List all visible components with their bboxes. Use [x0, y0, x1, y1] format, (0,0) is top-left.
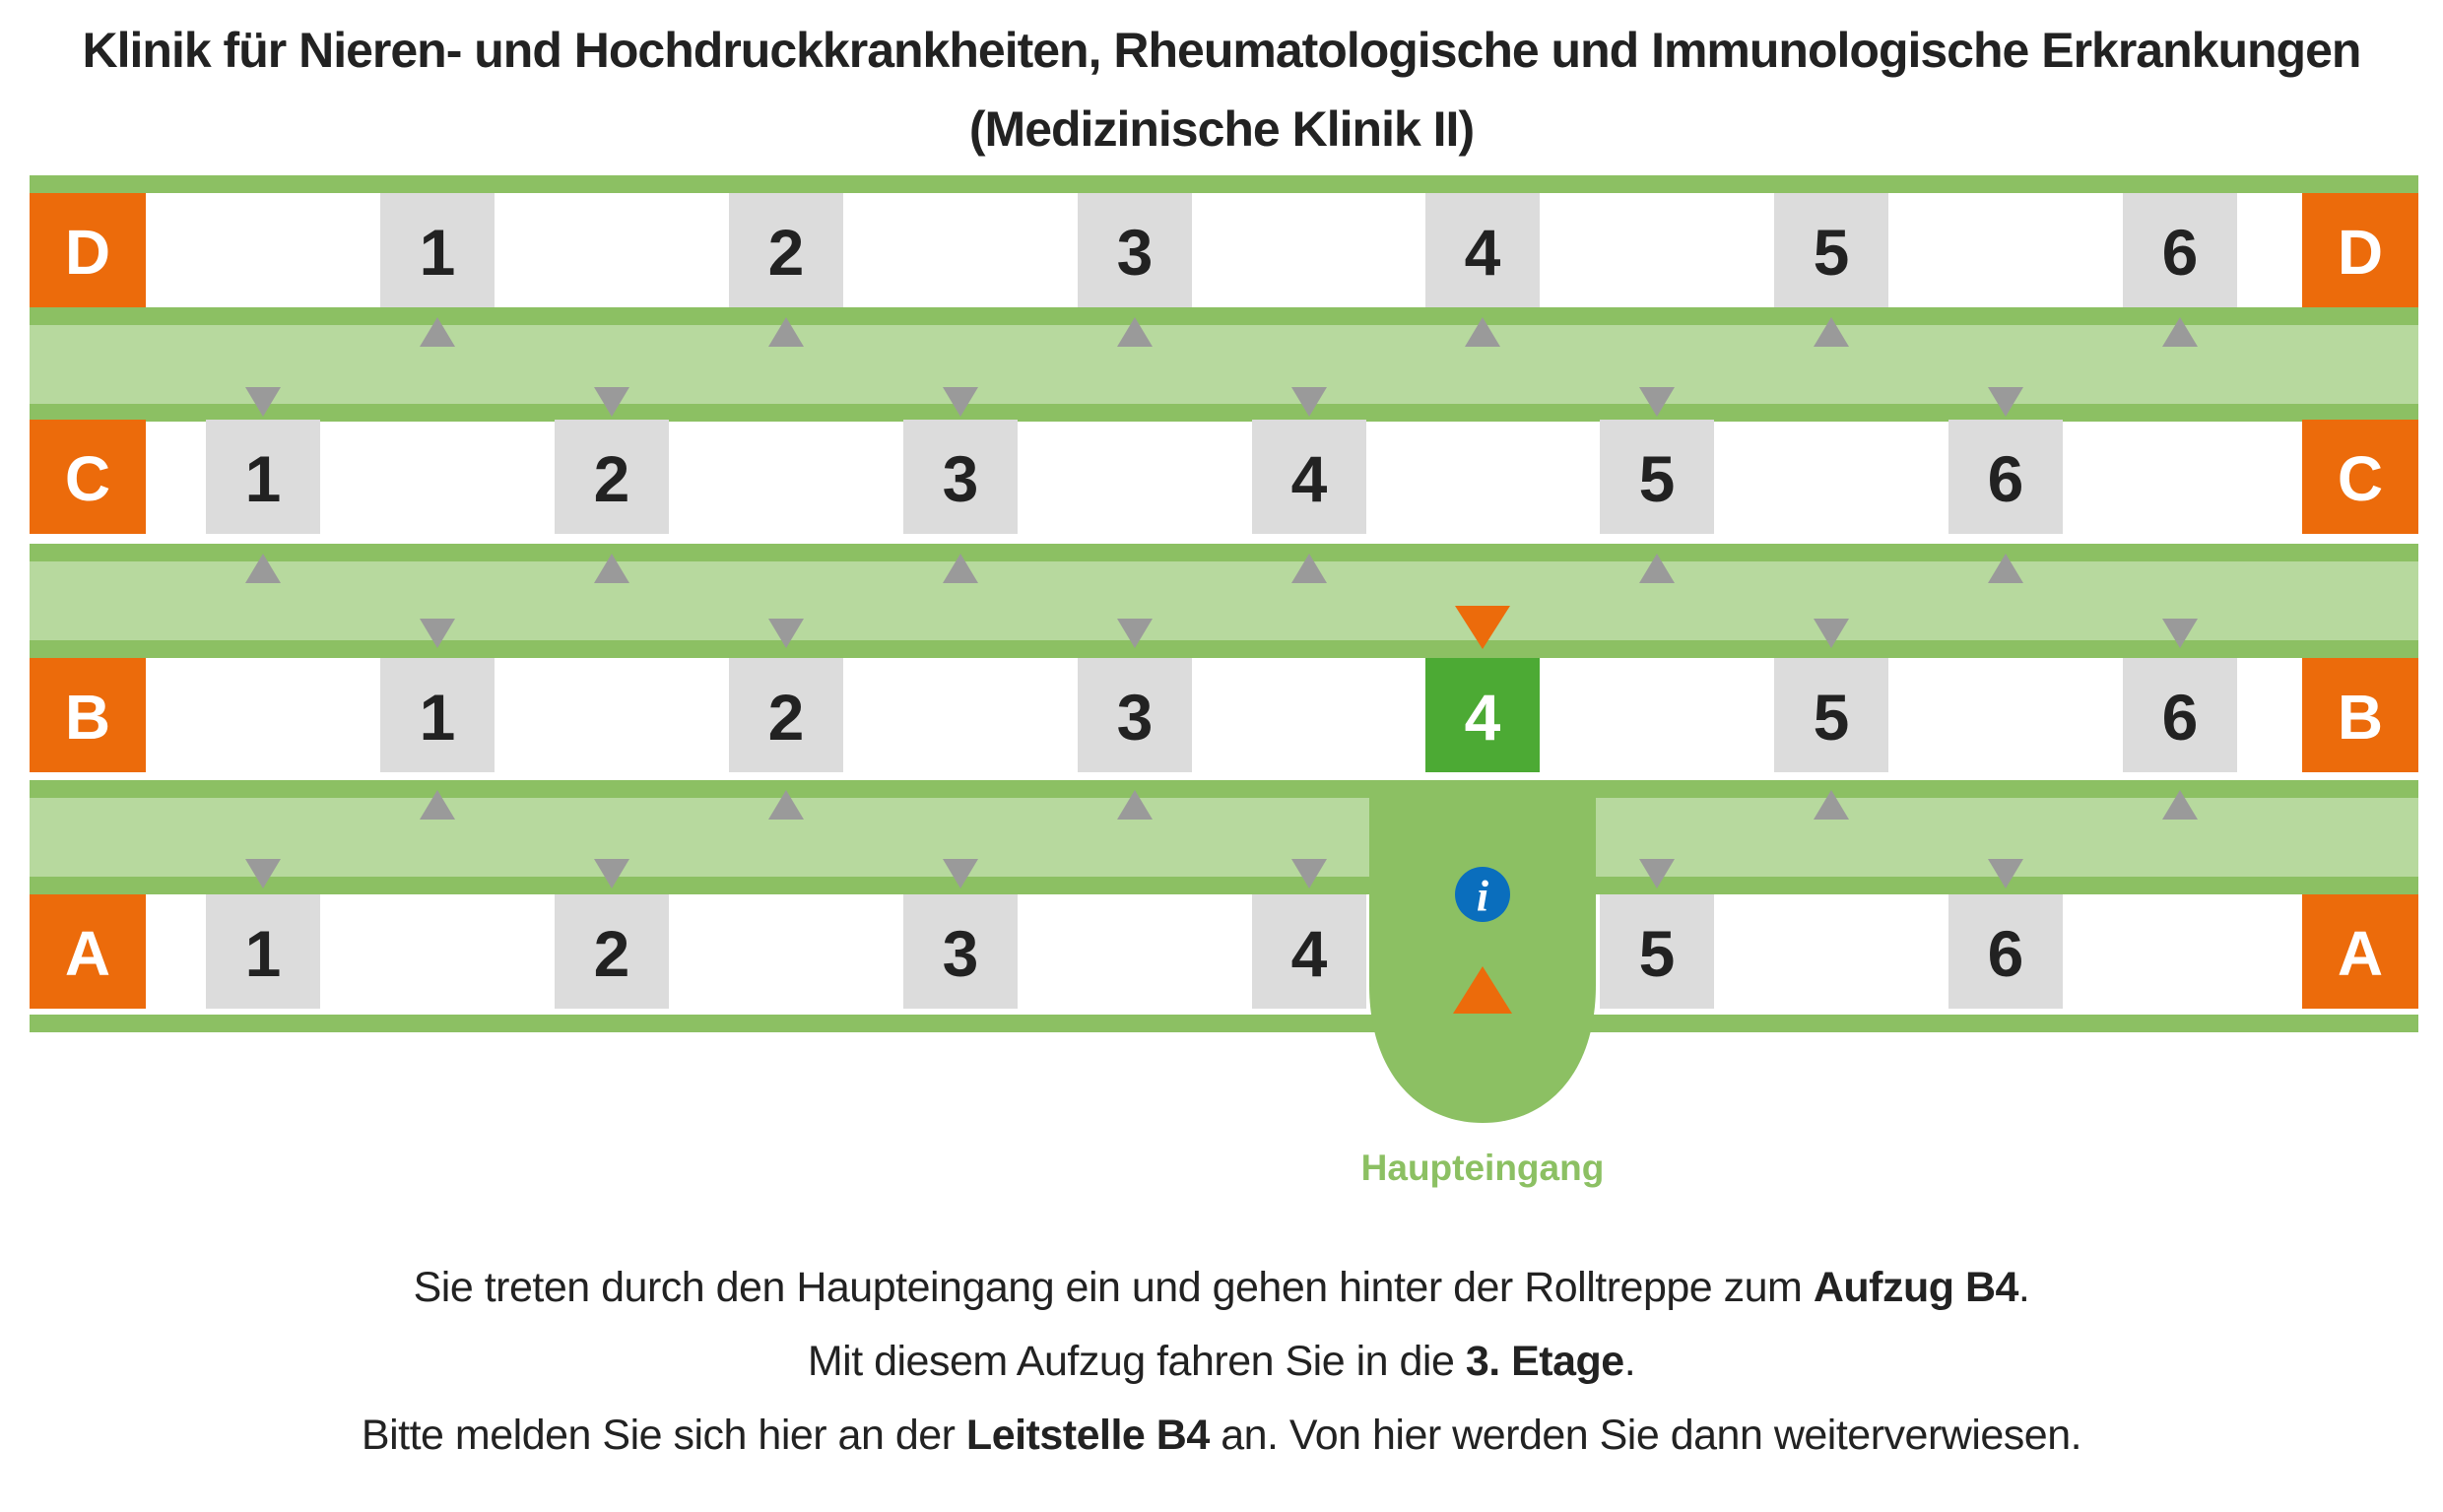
entrance-label: Haupteingang	[1360, 1148, 1605, 1188]
instruction-line-1: Sie treten durch den Haupteingang ein und gehen hinter der Rolltreppe zum Aufzug B4.	[413, 1264, 2030, 1311]
wing-letter: A	[64, 918, 111, 989]
elevator-number: 5	[1638, 442, 1676, 515]
wall-line	[30, 640, 2418, 658]
elevator-number: 3	[942, 917, 979, 990]
wall-line	[30, 877, 2418, 894]
elevator-number: 4	[1290, 442, 1328, 515]
elevator-number: 3	[1116, 216, 1154, 289]
info-icon-glyph: i	[1476, 872, 1489, 921]
wing-letter: D	[64, 217, 111, 288]
elevator-number: 6	[2161, 681, 2199, 754]
elevator-number: 4	[1464, 216, 1501, 289]
elevator-number: 2	[593, 917, 630, 990]
elevator-number: 1	[244, 442, 282, 515]
elevator-number: 1	[419, 216, 456, 289]
elevator-number: 1	[419, 681, 456, 754]
page-subtitle: (Medizinische Klinik II)	[968, 101, 1475, 157]
wing-letter: D	[2337, 217, 2384, 288]
entrance-area	[1369, 788, 1596, 1123]
elevator-number: 6	[2161, 216, 2199, 289]
elevator-number: 5	[1638, 917, 1676, 990]
elevator-number: 4	[1464, 681, 1501, 754]
wall-line	[30, 1015, 2418, 1032]
elevator-number: 6	[1987, 917, 2024, 990]
corridor	[30, 315, 2418, 404]
elevator-number: 3	[1116, 681, 1154, 754]
elevator-number: 2	[593, 442, 630, 515]
wall-line	[30, 780, 2418, 798]
instruction-line-2: Mit diesem Aufzug fahren Sie in die 3. Etage.	[807, 1338, 1636, 1385]
elevator-number: 2	[767, 216, 805, 289]
wing-letter: A	[2337, 918, 2384, 989]
wall-line	[30, 544, 2418, 561]
elevator-number: 5	[1813, 681, 1850, 754]
corridor	[30, 552, 2418, 640]
wing-letter: C	[64, 443, 111, 514]
elevator-number: 5	[1813, 216, 1850, 289]
instruction-line-3: Bitte melden Sie sich hier an der Leitstelle B4 an. Von hier werden Sie dann weiterverwiesen.	[361, 1412, 2082, 1459]
corridor	[30, 788, 2418, 877]
elevator-number: 4	[1290, 917, 1328, 990]
elevator-number: 6	[1987, 442, 2024, 515]
wall-line	[30, 404, 2418, 422]
elevator-number: 1	[244, 917, 282, 990]
wing-letter: C	[2337, 443, 2384, 514]
elevator-number: 3	[942, 442, 979, 515]
wall-line	[30, 307, 2418, 325]
elevator-number: 2	[767, 681, 805, 754]
wing-letter: B	[64, 682, 111, 753]
page-title: Klinik für Nieren- und Hochdruckkrankheiten, Rheumatologische und Immunologische Erkrankungen	[82, 23, 2361, 78]
wall-line	[30, 175, 2418, 193]
wing-letter: B	[2337, 682, 2384, 753]
